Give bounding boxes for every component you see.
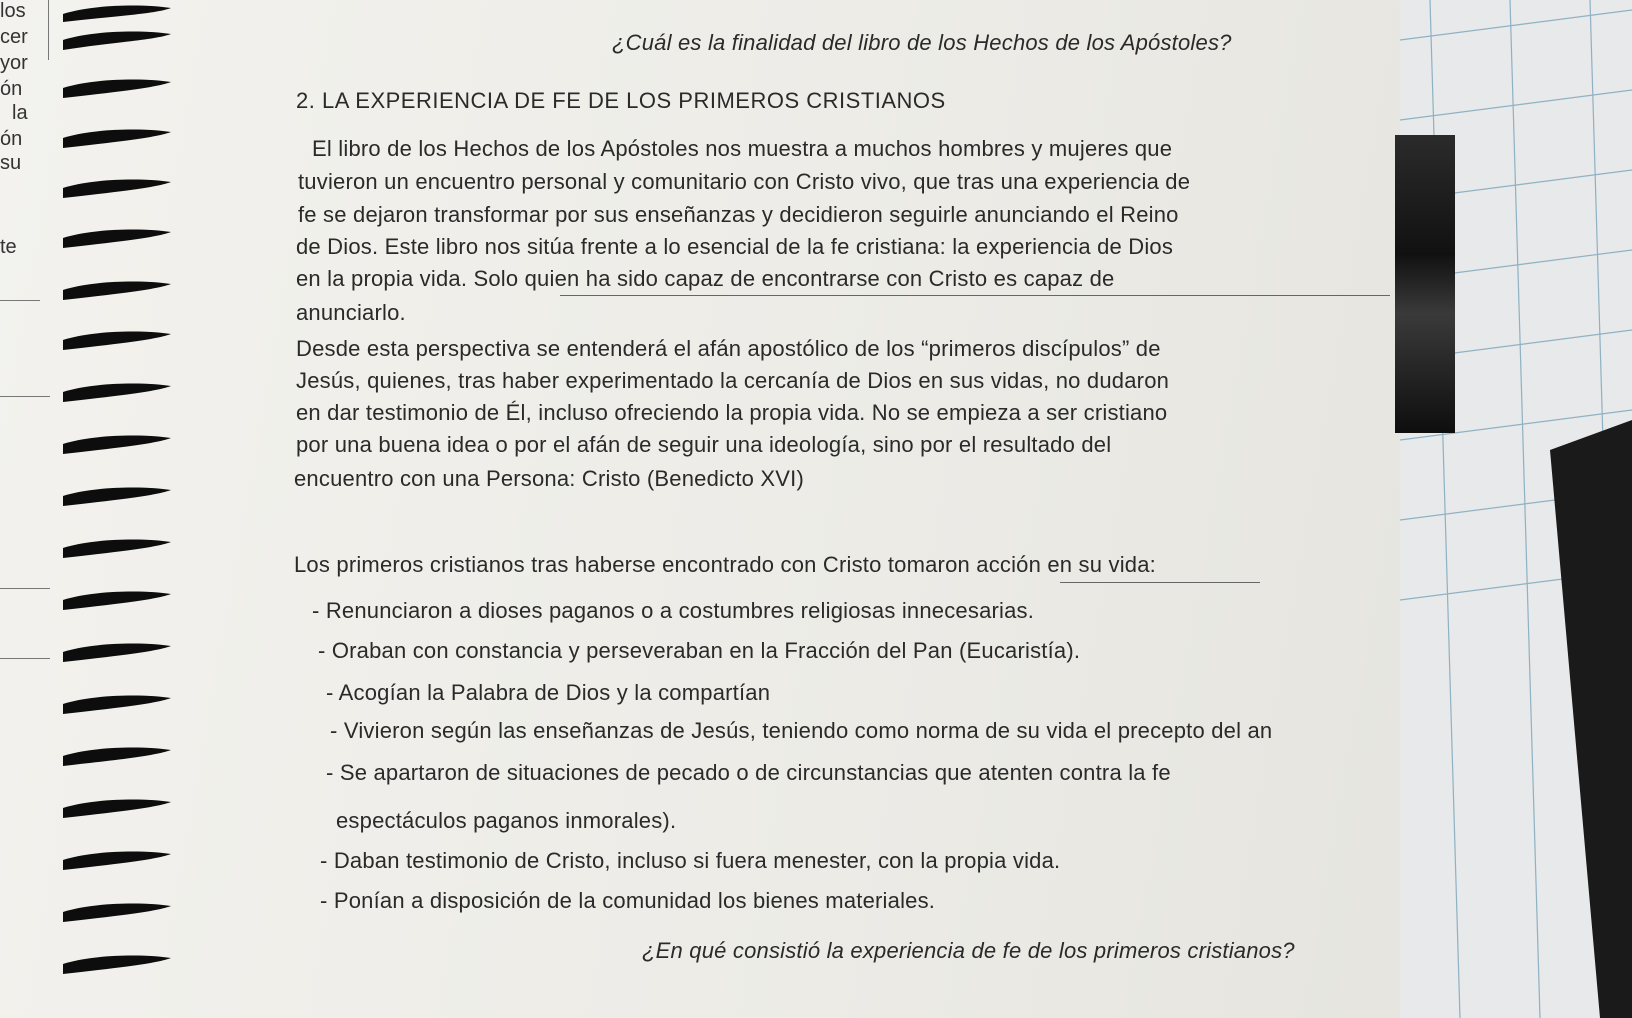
paragraph-2-line: por una buena idea o por el afán de seguir una ideología, sino por el resultado del <box>296 432 1112 457</box>
paragraph-1-line: El libro de los Hechos de los Apóstoles nos muestra a muchos hombres y mujeres que <box>312 136 1173 161</box>
photo-image <box>1395 135 1455 433</box>
list-item: - Ponían a disposición de la comunidad los bienes materiales. <box>320 888 936 913</box>
list-item: - Renunciaron a dioses paganos o a costumbres religiosas innecesarias. <box>312 598 1035 623</box>
spiral-binding <box>55 0 185 1018</box>
pencil-underline <box>560 295 1390 296</box>
prev-page-word: los <box>0 0 26 22</box>
paragraph-2-line: encuentro con una Persona: Cristo (Benedicto XVI) <box>294 466 804 491</box>
prev-page-rule <box>0 300 40 301</box>
paragraph-2-line: Desde esta perspectiva se entenderá el afán apostólico de los “primeros discípulos” de <box>296 336 1161 361</box>
prev-page-rule <box>0 588 50 589</box>
list-item: - Oraban con constancia y perseveraban en la Fracción del Pan (Eucaristía). <box>318 638 1081 663</box>
prev-page-word: te <box>0 236 17 258</box>
list-item: - Daban testimonio de Cristo, incluso si fuera menester, con la propia vida. <box>320 848 1061 873</box>
paragraph-1-line: en la propia vida. Solo quien ha sido capaz de encontrarse con Cristo es capaz de <box>296 266 1115 291</box>
prev-page-rule <box>0 396 50 397</box>
prev-page-word: su <box>0 152 22 174</box>
prev-page-word: cer <box>0 26 28 48</box>
list-item: - Acogían la Palabra de Dios y la compartían <box>326 680 771 705</box>
paragraph-1-line: tuvieron un encuentro personal y comunitario con Cristo vivo, que tras una experiencia de <box>298 169 1191 194</box>
previous-page-edge <box>0 0 58 1018</box>
paragraph-1-line: fe se dejaron transformar por sus enseñanzas y decidieron seguirle anunciando el Reino <box>298 202 1179 227</box>
prev-page-word: ón <box>0 78 23 100</box>
list-item: - Se apartaron de situaciones de pecado o de circunstancias que atenten contra la fe <box>326 760 1171 785</box>
prev-page-word: ón <box>0 128 23 150</box>
paragraph-2-line: Jesús, quienes, tras haber experimentado la cercanía de Dios en sus vidas, no dudaron <box>296 368 1170 393</box>
prev-page-word: la <box>12 102 28 124</box>
prev-page-rule <box>48 0 49 60</box>
list-item: espectáculos paganos inmorales). <box>336 808 677 833</box>
section-heading: 2. LA EXPERIENCIA DE FE DE LOS PRIMEROS CRISTIANOS <box>296 88 946 113</box>
prev-page-word: yor <box>0 52 28 74</box>
pencil-underline <box>1060 582 1260 583</box>
prev-page-rule <box>0 658 50 659</box>
list-intro: Los primeros cristianos tras haberse encontrado con Cristo tomaron acción en su vida: <box>294 552 1156 577</box>
question-bottom: ¿En qué consistió la experiencia de fe de los primeros cristianos? <box>642 938 1295 963</box>
paragraph-1-line: de Dios. Este libro nos sitúa frente a lo esencial de la fe cristiana: la experiencia de Dios <box>296 234 1174 259</box>
paragraph-1-line: anunciarlo. <box>296 300 406 325</box>
paragraph-2-line: en dar testimonio de Él, incluso ofreciendo la propia vida. No se empieza a ser cristiano <box>296 400 1168 425</box>
list-item: - Vivieron según las enseñanzas de Jesús, teniendo como norma de su vida el precepto del an <box>330 718 1273 743</box>
question-top: ¿Cuál es la finalidad del libro de los Hechos de los Apóstoles? <box>612 30 1232 55</box>
